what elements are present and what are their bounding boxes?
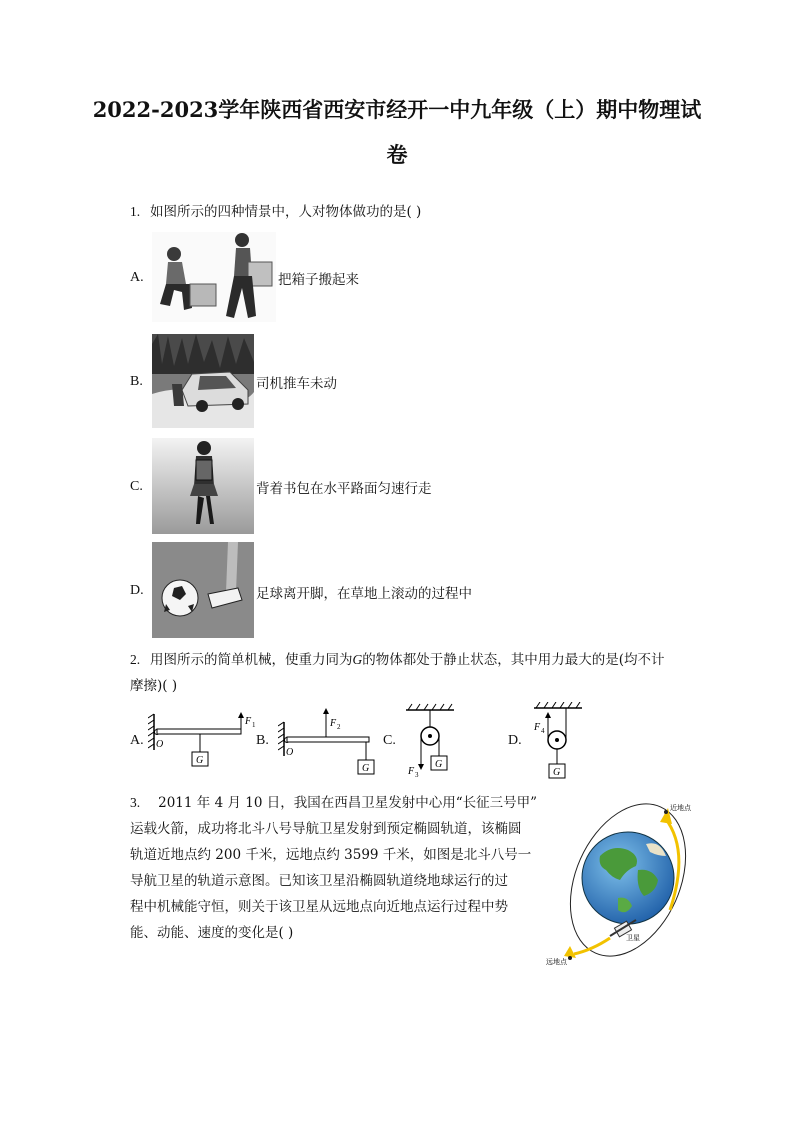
- movable-pulley-diagram: [530, 702, 590, 780]
- page-title-line2: 卷: [386, 142, 408, 167]
- svg-text:4: 4: [541, 727, 545, 735]
- svg-text:F: F: [534, 722, 541, 733]
- svg-text:O: O: [156, 739, 164, 750]
- svg-text:F: F: [245, 716, 252, 727]
- svg-text:O: O: [286, 747, 294, 758]
- svg-text:G: G: [435, 759, 443, 770]
- question-3-line-5: 程中机械能守恒，则关于该卫星从远地点向近地点运行过程中势: [130, 899, 508, 915]
- car-in-snow-photo: [152, 334, 254, 428]
- q1-option-d-text: 足球离开脚，在草地上滚动的过程中: [256, 586, 472, 602]
- svg-text:3: 3: [415, 771, 419, 779]
- fixed-pulley-diagram: [402, 702, 462, 780]
- q1-option-b-text: 司机推车未动: [256, 376, 337, 392]
- q2-option-d-letter: D.: [508, 733, 522, 748]
- q2-option-c-letter: C.: [383, 733, 396, 748]
- svg-text:G: G: [553, 767, 561, 778]
- lever-diagram-a: [148, 710, 260, 774]
- question-2-stem-line2: 摩擦)( ): [130, 678, 178, 694]
- q1-option-a-letter: A.: [130, 270, 144, 285]
- svg-text:G: G: [196, 755, 204, 766]
- svg-text:2: 2: [337, 723, 341, 731]
- q1-option-b-letter: B.: [130, 374, 143, 389]
- q1-option-c-text: 背着书包在水平路面匀速行走: [256, 481, 432, 497]
- svg-text:近地点: 近地点: [670, 804, 691, 812]
- question-1-stem: 如图所示的四种情景中，人对物体做功的是( ): [150, 204, 422, 220]
- page-title-line1: 2022-2023学年陕西省西安市经开一中九年级（上）期中物理试: [92, 97, 702, 122]
- svg-text:G: G: [362, 763, 370, 774]
- q1-option-c-letter: C.: [130, 479, 143, 494]
- satellite-orbit-figure: [540, 800, 710, 968]
- svg-text:F: F: [330, 718, 337, 729]
- question-3-text: [130, 790, 550, 946]
- question-3-line-2: 运载火箭，成功将北斗八号导航卫星发射到预定椭圆轨道，该椭圆: [130, 821, 522, 837]
- svg-text:远地点: 远地点: [546, 958, 567, 966]
- question-2-number: 2.: [130, 652, 141, 667]
- svg-text:F: F: [408, 766, 415, 777]
- q2-option-a-letter: A.: [130, 733, 144, 748]
- lever-diagram-b: [278, 704, 382, 778]
- q1-option-a-text: 把箱子搬起来: [278, 272, 359, 288]
- svg-text:卫星: 卫星: [626, 934, 640, 942]
- q2-option-b-letter: B.: [256, 733, 269, 748]
- people-lifting-box-photo: [152, 232, 276, 322]
- question-3-line-1: 3. 2011 年 4 月 10 日，我国在西昌卫星发射中心用“长征三号甲”: [130, 795, 538, 811]
- question-1-number: 1.: [130, 204, 141, 219]
- question-3-line-4: 导航卫星的轨道示意图。已知该卫星沿椭圆轨道绕地球运行的过: [130, 873, 508, 889]
- svg-text:1: 1: [252, 721, 256, 729]
- question-3-line-6: 能、动能、速度的变化是( ): [130, 925, 294, 941]
- question-2-stem-line1: 用图所示的简单机械，使重力同为G的物体都处于静止状态，其中用力最大的是(均不计: [150, 652, 665, 668]
- girl-with-backpack-photo: [152, 438, 254, 534]
- soccer-ball-kick-photo: [152, 542, 254, 638]
- question-3-line-3: 轨道近地点约 200 千米，远地点约 3599 千米，如图是北斗八号一: [130, 847, 532, 863]
- q1-option-d-letter: D.: [130, 583, 144, 598]
